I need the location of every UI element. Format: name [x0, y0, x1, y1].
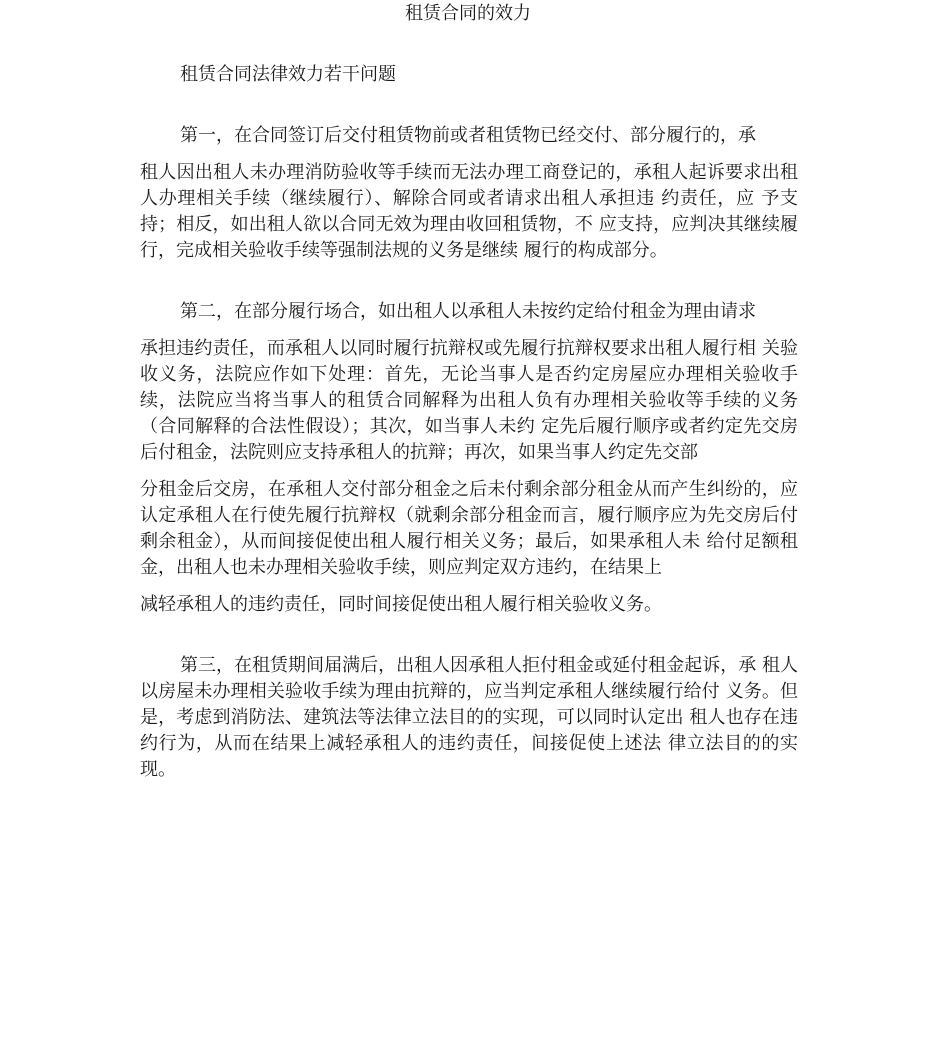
paragraph-1-start: 第一，在合同签订后交付租赁物前或者租赁物已经交付、部分履行的，承 [180, 125, 756, 146]
paragraph-2-start: 第二，在部分履行场合，如出租人以承租人未按约定给付租金为理由请求 [180, 301, 756, 322]
paragraph-1-body: 租人因出租人未办理消防验收等手续而无法办理工商登记的，承租人起诉要求出租人办理相关手续（继续履行）、解除合同或者请求出租人承担违 约责任，应 予支持；相反，如出租人欲以合同无效为理由收回租赁物，不 应支持，应判决其继续履行，完成相关验收手续等强制法规的义务是继续 履行的构成部分。 [140, 162, 798, 261]
paragraph-2-continued: 分租金后交房，在承租人交付部分租金之后未付剩余部分租金从而产生纠纷的，应认定承租人在行使先履行抗辩权（就剩余部分租金而言，履行顺序应为先交房后付剩余租金），从而间接促使出租人履行相关义务；最后，如果承租人未 给付足额租金，出租人也未办理相关验收手续，则应判定双方违约，在结果上 [140, 479, 798, 578]
document-title: 租赁合同的效力 [405, 3, 531, 24]
document-page [140, 0, 798, 783]
paragraph-3: 第三，在租赁期间届满后，出租人因承租人拒付租金或延付租金起诉，承 租人以房屋未办理相关验收手续为理由抗辩的，应当判定承租人继续履行给付 义务。但是，考虑到消防法、建筑法等法律立法目的的实现，可以同时认定出 租人也存在违约行为，从而在结果上减轻承租人的违约责任，间接促使上述法 律立法目的的实现。 [140, 655, 798, 780]
paragraph-2-end: 减轻承租人的违约责任，同时间接促使出租人履行相关验收义务。 [140, 594, 662, 615]
document-subtitle: 租赁合同法律效力若干问题 [180, 64, 396, 85]
paragraph-2-body: 承担违约责任，而承租人以同时履行抗辩权或先履行抗辩权要求出租人履行相 关验收义务，法院应作如下处理：首先，无论当事人是否约定房屋应办理相关验收手续，法院应当将当事人的租赁合同解释为出租人负有办理相关验收等手续的义务（合同解释的合法性假设）；其次，如当事人未约 定先后履行顺序或者约定先交房后付租金，法院则应支持承租人的抗辩；再次，如果当事人约定先交部 [140, 338, 798, 463]
